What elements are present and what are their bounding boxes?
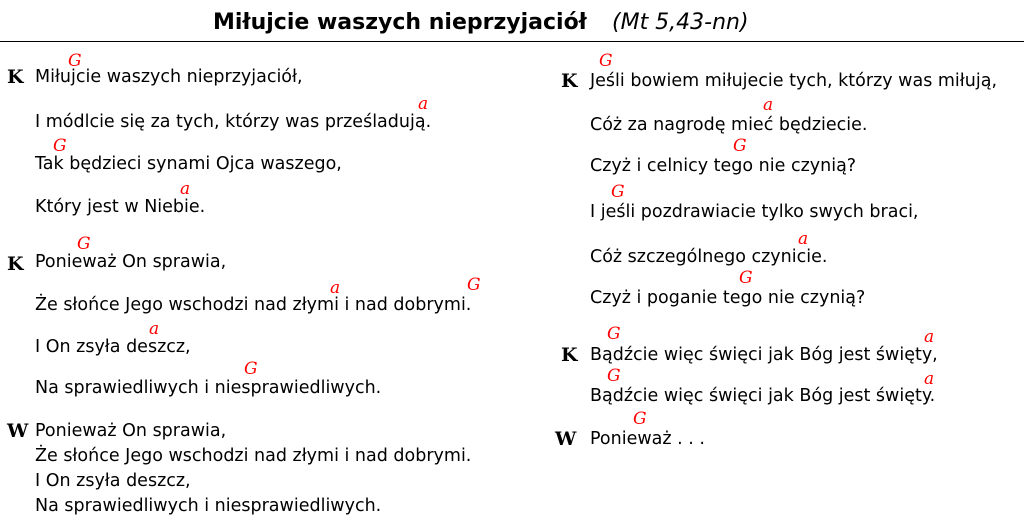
chord-label: G	[77, 234, 91, 254]
document-header	[0, 0, 1024, 44]
lyric-line: Bądźcie więc święci jak Bóg jest święty.	[590, 386, 936, 406]
chord-label: G	[739, 268, 753, 288]
lyric-line: I módlcie się za tych, którzy was prześladują.	[35, 112, 432, 132]
chord-label: G	[607, 366, 621, 386]
chord-label: G	[607, 324, 621, 344]
lyric-line: Na sprawiedliwych i niesprawiedliwych.	[35, 378, 382, 398]
lyric-line: I On zsyła deszcz,	[35, 471, 191, 491]
chord-label: a	[180, 179, 191, 199]
chord-label: a	[798, 229, 809, 249]
lyric-line: Cóż za nagrodę mieć będziecie.	[590, 115, 868, 135]
lyric-line: Że słońce Jego wschodzi nad złymi i nad dobrymi.	[35, 446, 472, 466]
chord-label: G	[68, 51, 82, 71]
lyric-line: Że słońce Jego wschodzi nad złymi i nad dobrymi.	[35, 295, 472, 315]
chord-label: a	[763, 95, 774, 115]
lyric-line: I On zsyła deszcz,	[35, 337, 191, 357]
stanza-marker: K	[561, 70, 578, 92]
chord-label: G	[733, 136, 747, 156]
stanza-marker: W	[555, 428, 577, 450]
lyric-line: Czyż i poganie tego nie czynią?	[590, 288, 866, 308]
chord-label: a	[330, 278, 341, 298]
lyric-line: Cóż szczególnego czynicie.	[590, 247, 828, 267]
song-title: Miłujcie waszych nieprzyjaciół	[213, 10, 587, 35]
chord-label: a	[924, 369, 935, 389]
lyric-line: Na sprawiedliwych i niesprawiedliwych.	[35, 496, 382, 516]
chord-label: G	[633, 409, 647, 429]
lyric-line: I jeśli pozdrawiacie tylko swych braci,	[590, 202, 919, 222]
lyric-line: Ponieważ On sprawia,	[35, 421, 227, 441]
lyric-line: Miłujcie waszych nieprzyjaciół,	[35, 67, 303, 87]
chord-label: a	[418, 94, 429, 114]
chord-label: a	[924, 327, 935, 347]
header-rule	[0, 41, 1024, 42]
chord-label: G	[611, 182, 625, 202]
chord-label: G	[467, 275, 481, 295]
lyric-line: Jeśli bowiem miłujecie tych, którzy was miłują,	[590, 71, 998, 91]
chord-label: G	[53, 136, 67, 156]
scripture-reference: (Mt 5,43-nn)	[612, 10, 749, 35]
lyric-line: Bądźcie więc święci jak Bóg jest święty,	[590, 345, 938, 365]
lyric-line: Ponieważ On sprawia,	[35, 252, 227, 272]
stanza-marker: W	[7, 420, 29, 442]
stanza-marker: K	[561, 344, 578, 366]
lyric-line: Czyż i celnicy tego nie czynią?	[590, 156, 857, 176]
lyric-line: Tak będzieci synami Ojca waszego,	[35, 154, 342, 174]
chord-label: G	[244, 359, 258, 379]
lyric-line: Ponieważ . . .	[590, 429, 705, 449]
lyric-line: Który jest w Niebie.	[35, 197, 206, 217]
stanza-marker: K	[7, 66, 24, 88]
chord-label: G	[599, 51, 613, 71]
stanza-marker: K	[7, 253, 24, 275]
chord-label: a	[149, 319, 160, 339]
